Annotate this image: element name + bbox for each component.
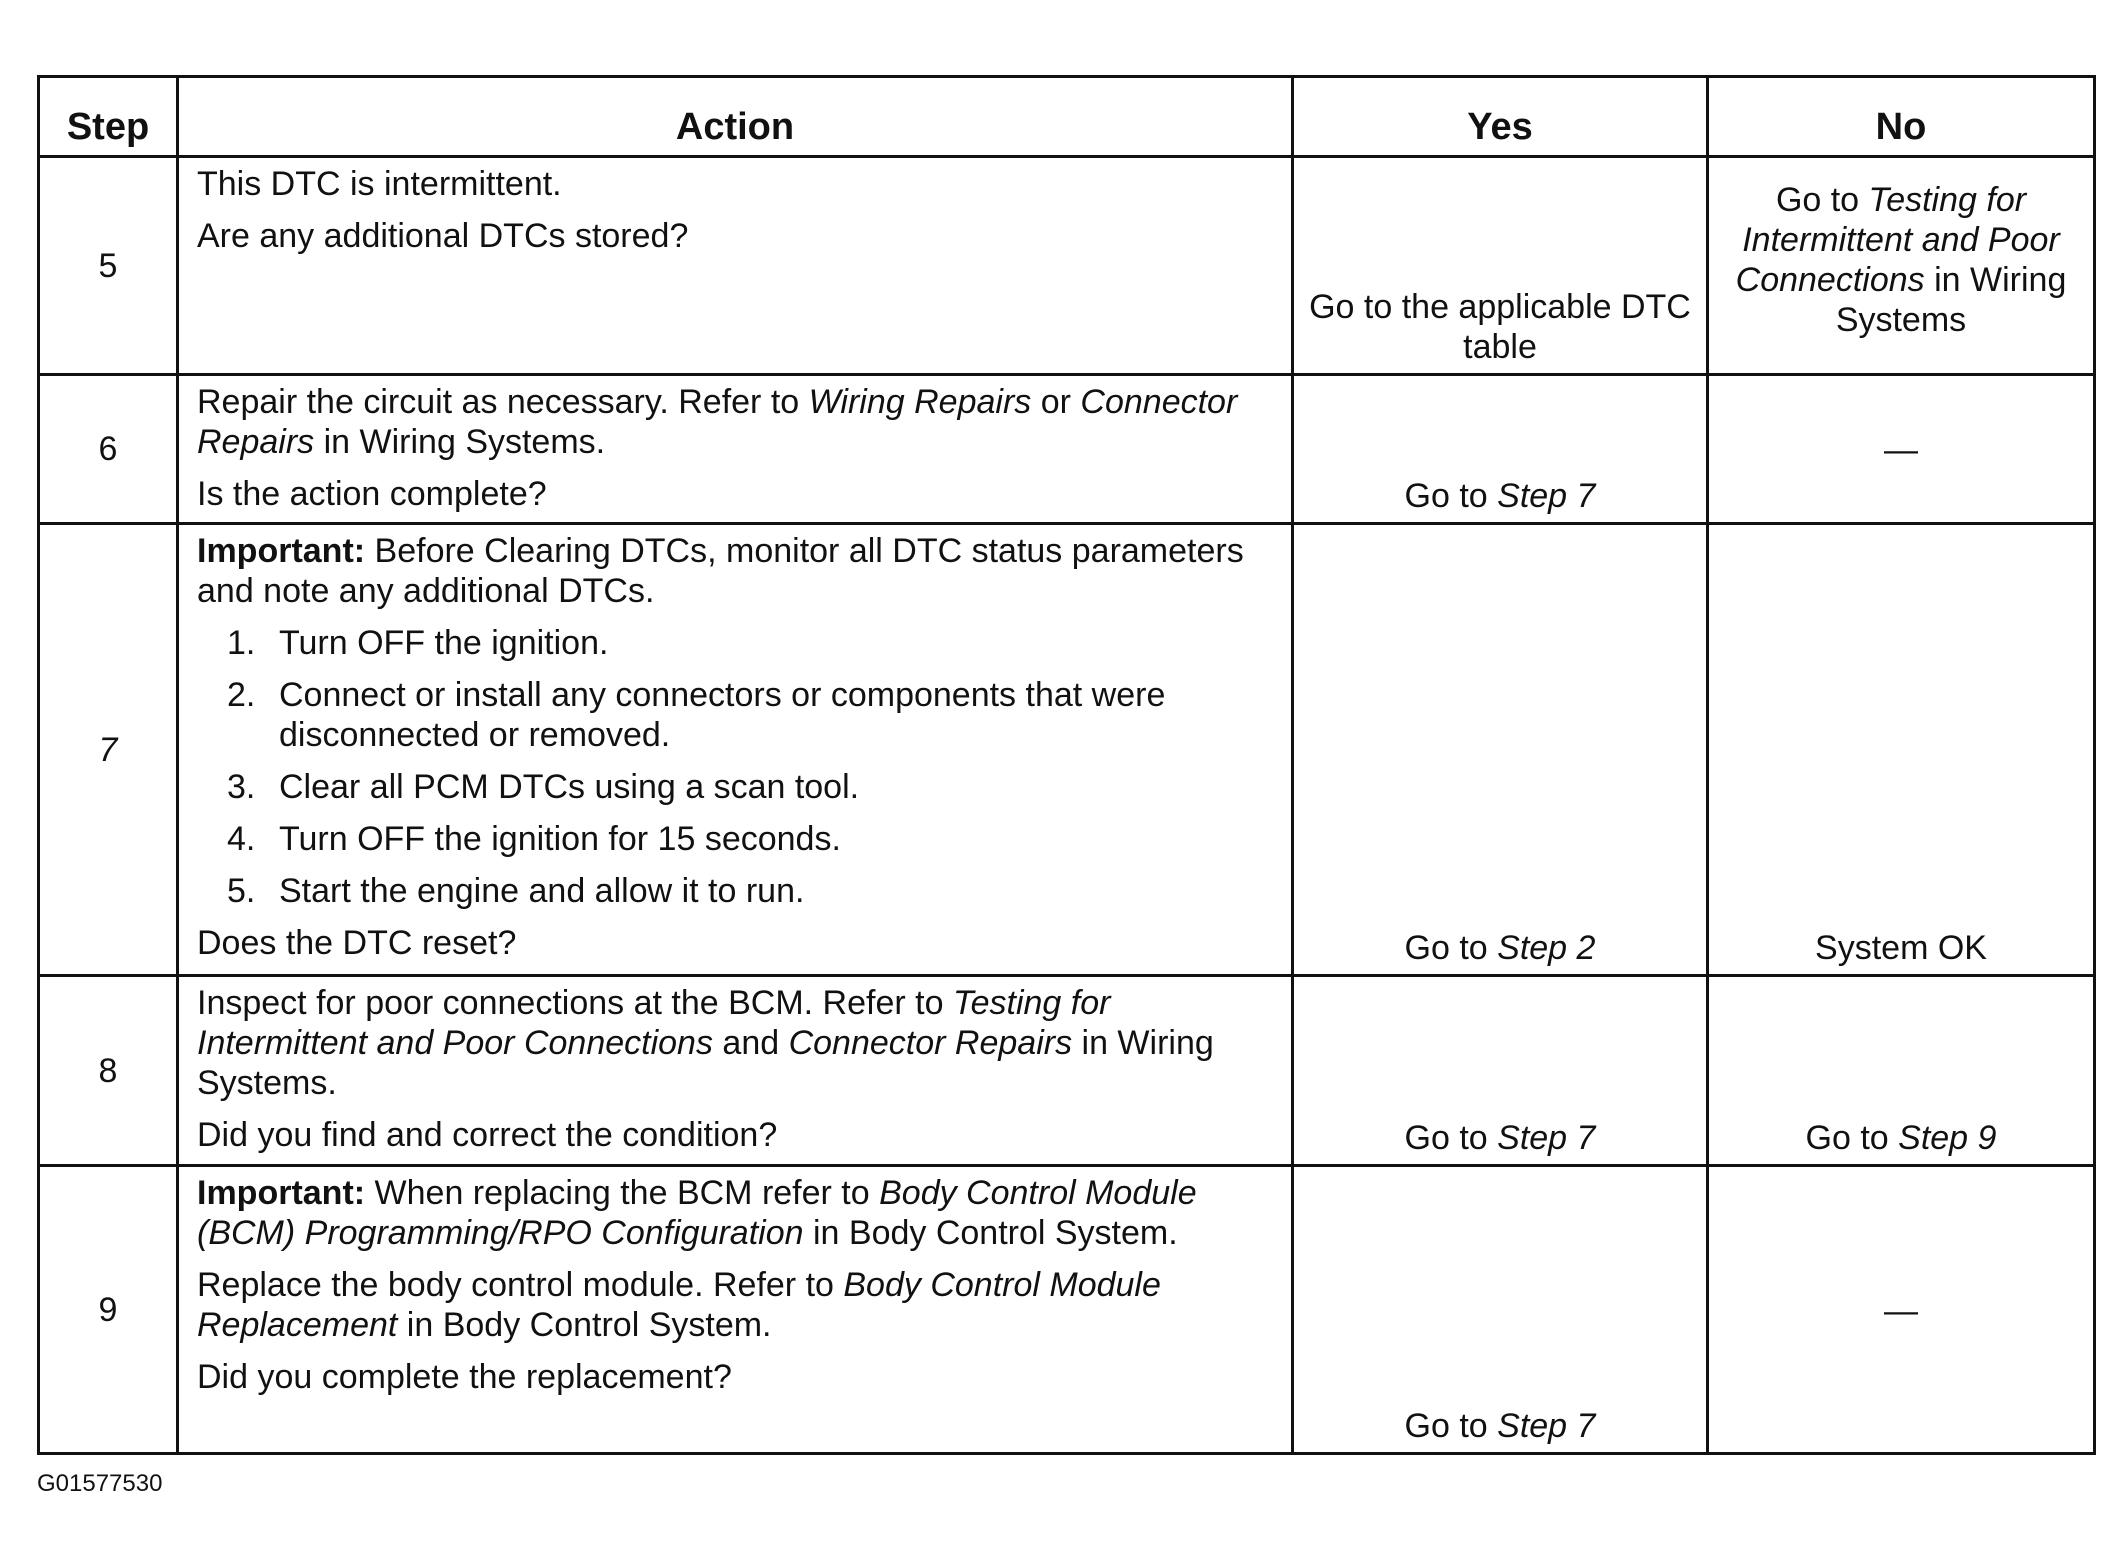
header-action: Action (178, 77, 1293, 157)
step-number: 8 (39, 976, 178, 1166)
wiring-repairs-link[interactable]: Wiring Repairs (808, 383, 1032, 421)
table-row (39, 157, 2095, 375)
yes-text: Go to (1404, 1407, 1498, 1445)
action-text (197, 983, 1279, 1103)
table-row (39, 1166, 2095, 1454)
step-number: 5 (39, 157, 178, 375)
list-text: Turn OFF the ignition for 15 seconds. (279, 820, 841, 858)
action-text-part: or (1031, 383, 1081, 421)
important-label: Important: (197, 532, 366, 570)
yes-text: Go to the applicable DTC table (1309, 288, 1691, 366)
important-text: When replacing the BCM refer to (365, 1174, 880, 1212)
action-cell (178, 1166, 1293, 1454)
step-link[interactable]: Step 7 (1497, 477, 1596, 515)
step-link[interactable]: Step 7 (1497, 1119, 1596, 1157)
step-link[interactable]: Step 2 (1497, 929, 1596, 967)
action-cell (178, 375, 1293, 524)
list-item (197, 819, 1279, 859)
bcm-programming-link[interactable]: Body Control Module (BCM) Programming/RPO Configuration (197, 1174, 1197, 1252)
list-text: Start the engine and allow it to run. (279, 872, 805, 910)
important-note (197, 531, 1279, 611)
action-text (197, 382, 1279, 462)
table-row (39, 375, 2095, 524)
action-cell (178, 524, 1293, 976)
no-dash: — (1884, 1291, 1918, 1330)
action-text-part: in Wiring Systems. (314, 423, 606, 461)
list-number: 4. (227, 820, 256, 858)
list-text: Clear all PCM DTCs using a scan tool. (279, 768, 860, 806)
table-row (39, 976, 2095, 1166)
yes-text: Go to (1404, 1119, 1498, 1157)
action-text-part: in Body Control System. (397, 1306, 772, 1344)
no-dash: — (1884, 431, 1918, 469)
action-cell (178, 157, 1293, 375)
no-cell (1708, 976, 2095, 1166)
header-step: Step (39, 77, 178, 157)
no-cell (1708, 524, 2095, 976)
table-row (39, 524, 2095, 976)
yes-cell (1293, 524, 1708, 976)
bcm-replacement-link[interactable]: Body Control Module Replacement (197, 1266, 1161, 1344)
action-question: Does the DTC reset? (197, 924, 517, 962)
list-item (197, 675, 1279, 755)
no-text: System OK (1815, 929, 1987, 967)
action-question: Are any additional DTCs stored? (197, 217, 689, 255)
list-text: Connect or install any connectors or components that were disconnected or removed. (279, 676, 1166, 754)
procedure-list (197, 623, 1279, 911)
no-text: Go to (1805, 1119, 1899, 1157)
list-number: 3. (227, 768, 256, 806)
step-link[interactable]: Step 7 (1497, 1407, 1596, 1445)
action-text-part: Replace the body control module. Refer to (197, 1266, 844, 1304)
important-text: in Body Control System. (803, 1214, 1178, 1252)
action-text-part: Inspect for poor connections at the BCM. Refer to (197, 984, 953, 1022)
header-no: No (1708, 77, 2095, 157)
action-text-part: and (712, 1024, 789, 1062)
no-text: Go to (1775, 181, 1869, 219)
testing-link[interactable]: Testing for Intermittent and Poor Connections (197, 984, 1111, 1062)
list-number: 5. (227, 872, 256, 910)
connector-repairs-link[interactable]: Connector Repairs (197, 383, 1238, 461)
list-number: 2. (227, 676, 256, 714)
yes-text: Go to (1404, 477, 1498, 515)
figure-id: G01577530 (37, 1470, 163, 1497)
no-cell (1708, 157, 2095, 375)
action-question: Did you find and correct the condition? (197, 1116, 778, 1154)
no-text: in Wiring Systems (1835, 261, 2067, 339)
action-cell (178, 976, 1293, 1166)
action-question: Is the action complete? (197, 475, 547, 513)
connector-repairs-link[interactable]: Connector Repairs (788, 1024, 1073, 1062)
list-item (197, 767, 1279, 807)
yes-text: Go to (1404, 929, 1498, 967)
step-number: 9 (39, 1166, 178, 1454)
list-item (197, 871, 1279, 911)
step-number: 6 (39, 375, 178, 524)
yes-cell (1293, 157, 1708, 375)
diagnostic-table-wrapper (37, 75, 2093, 1455)
important-text: Before Clearing DTCs, monitor all DTC status parameters and note any additional DTCs. (197, 532, 1244, 610)
no-cell (1708, 1166, 2095, 1454)
action-text-part: in Wiring Systems. (197, 1024, 1214, 1102)
diagnostic-table (37, 75, 2096, 1455)
list-text: Turn OFF the ignition. (279, 624, 609, 662)
step-number: 7 (39, 524, 178, 976)
action-text: This DTC is intermittent. (197, 165, 562, 203)
yes-cell (1293, 1166, 1708, 1454)
action-text (197, 1265, 1279, 1345)
header-yes: Yes (1293, 77, 1708, 157)
important-label: Important: (197, 1174, 366, 1212)
no-cell (1708, 375, 2095, 524)
action-text-part: Repair the circuit as necessary. Refer to (197, 383, 809, 421)
yes-cell (1293, 976, 1708, 1166)
action-question: Did you complete the replacement? (197, 1358, 732, 1396)
list-item (197, 623, 1279, 663)
yes-cell (1293, 375, 1708, 524)
list-number: 1. (227, 624, 256, 662)
step-link[interactable]: Step 9 (1898, 1119, 1997, 1157)
important-note (197, 1173, 1279, 1253)
table-header-row (39, 77, 2095, 157)
no-reference-link[interactable]: Testing for Intermittent and Poor Connections (1735, 181, 2060, 299)
